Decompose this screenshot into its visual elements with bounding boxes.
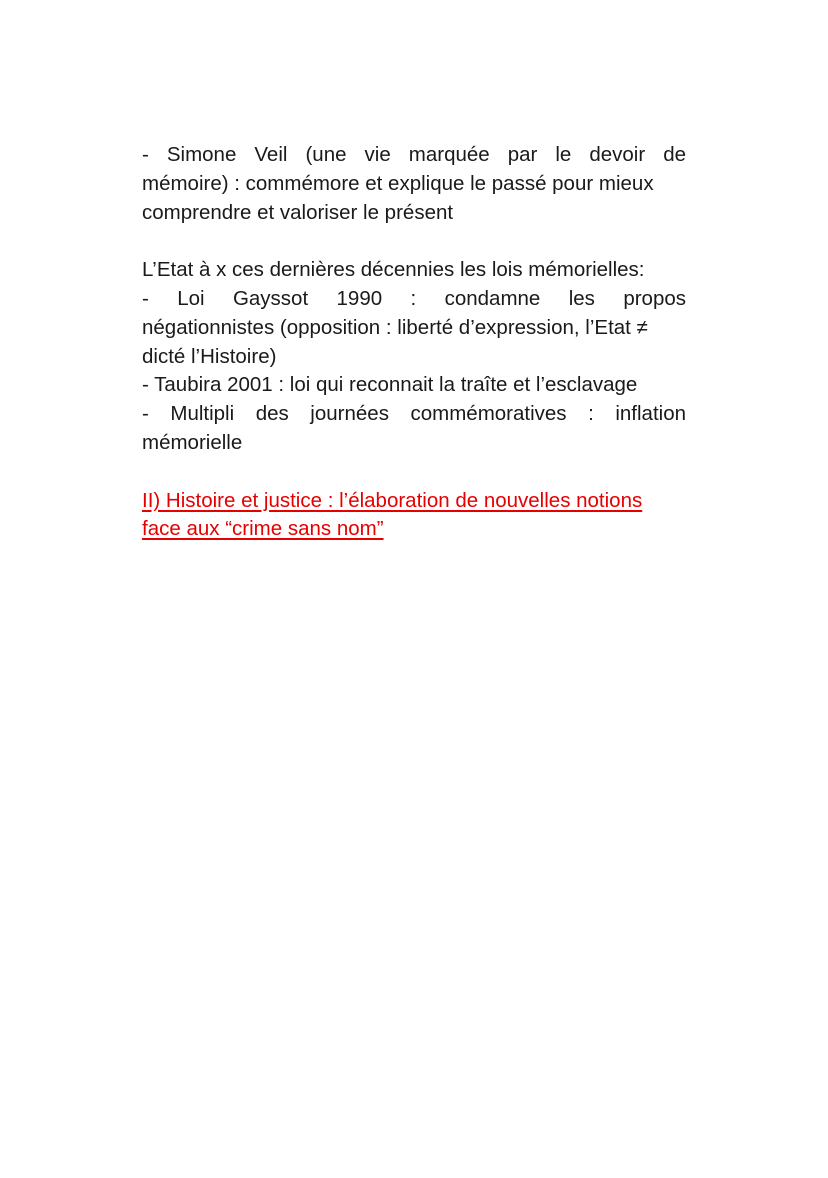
heading-line: II) Histoire et justice : l’élaboration de nouvelles notions xyxy=(142,488,643,512)
paragraph-memorial-laws xyxy=(142,256,686,458)
list-item-commemorations: - Multipli des journées commémoratives : inflation xyxy=(142,402,686,426)
text-line: mémoire) : commémore et explique le passé pour mieux xyxy=(142,171,654,195)
text-line: mémorielle xyxy=(142,430,243,454)
document-body xyxy=(142,141,686,544)
list-item-gayssot: - Loi Gayssot 1990 : condamne les propos xyxy=(142,286,686,310)
paragraph-gap xyxy=(142,458,686,487)
section-heading xyxy=(142,487,686,545)
text-line: dicté l’Histoire) xyxy=(142,344,277,368)
text-line: - Simone Veil (une vie marquée par le devoir de xyxy=(142,143,686,166)
paragraph-intro: L’Etat à x ces dernières décennies les lois mémorielles: xyxy=(142,258,645,282)
paragraph-simone-veil xyxy=(142,141,686,227)
paragraph-gap xyxy=(142,227,686,256)
text-line: négationnistes (opposition : liberté d’expression, l’Etat ≠ xyxy=(142,315,648,339)
list-item-taubira: - Taubira 2001 : loi qui reconnait la traîte et l’esclavage xyxy=(142,373,638,397)
text-line: comprendre et valoriser le présent xyxy=(142,200,454,224)
heading-line: face aux “crime sans nom” xyxy=(142,517,384,541)
